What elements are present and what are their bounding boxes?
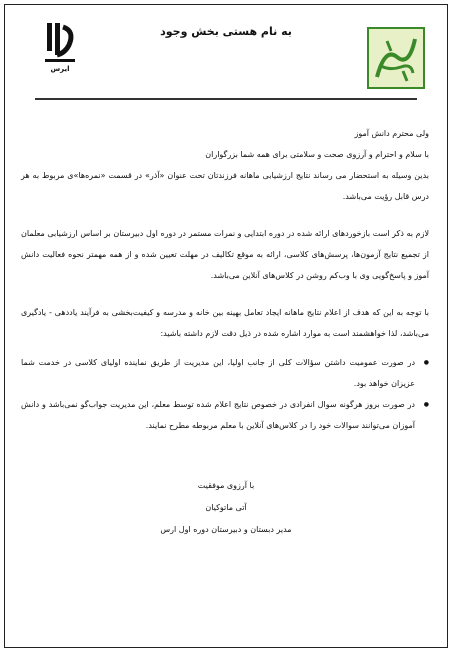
list-item: ● در صورت عمومیت داشتن سؤالات کلی از جانب اولیا، این مدیریت از طریق نماینده اولیای کلاسی در خدمت شما عزیزان خواهد بود.	[21, 352, 429, 394]
paragraph-feedback: لازم به ذکر است بازخوردهای ارائه شده در دوره ابتدایی و نمرات مستمر در دوره اول دبیرستان بر اساس ارزشیابی معلمان از تجمیع نتایج آزمون‌ها، پرسش‌های کلاسی، ارائه به موقع تکالیف در مهلت تعیین شده و از همه مهمتر نحوه فعالیت دانش آموز و پاسخ‌گویی وی با وب‌کم روشن در کلاس‌های آنلاین می‌باشد.	[21, 229, 429, 280]
greeting: ولی محترم دانش آموز	[354, 129, 429, 138]
closing: با آرزوی موفقیت	[197, 481, 255, 490]
calligraphy-seal-icon	[367, 27, 425, 89]
notes-list	[21, 352, 429, 436]
salutation: با سلام و احترام و آرزوی صحت و سلامتی برای همه شما بزرگواران	[205, 150, 429, 159]
paragraph-results: بدین وسیله به استحضار می رساند نتایج ارزشیابی ماهانه فرزندتان تحت عنوان «آذر» در قسمت «نمره‌ها»ی مربوط به هر درس قابل رؤیت می‌باشد.	[21, 171, 429, 201]
letter-body	[21, 123, 429, 436]
letter-page	[4, 4, 448, 648]
list-item: ● در صورت بروز هرگونه سوال انفرادی در خصوص نتایج اعلام شده توسط معلم، این مدیریت جواب‌گو نمی‌باشد و دانش آموزان می‌توانند سوالات خود را در کلاس‌های آنلاین با معلم مربوطه مطرح نمایند.	[21, 394, 429, 436]
signer-position: مدیر دبستان و دبیرستان دوره اول ارس	[160, 525, 292, 534]
page-title: به نام هستی بخش وجود	[160, 25, 292, 38]
paragraph-purpose: با توجه به این که هدف از اعلام نتایج ماهانه ایجاد تعامل بهینه بین خانه و مدرسه و کیفیت‌بخشی به فرآیند یاددهی - یادگیری می‌باشد، لذا خواهشمند است به موارد اشاره شده در ذیل دقت لازم داشته باشید:	[21, 308, 429, 338]
signature-block	[5, 475, 447, 541]
signer-name: آتی ماتوکیان	[205, 503, 247, 512]
school-logo-caption: ایرس	[50, 65, 70, 73]
header-divider	[35, 98, 417, 100]
